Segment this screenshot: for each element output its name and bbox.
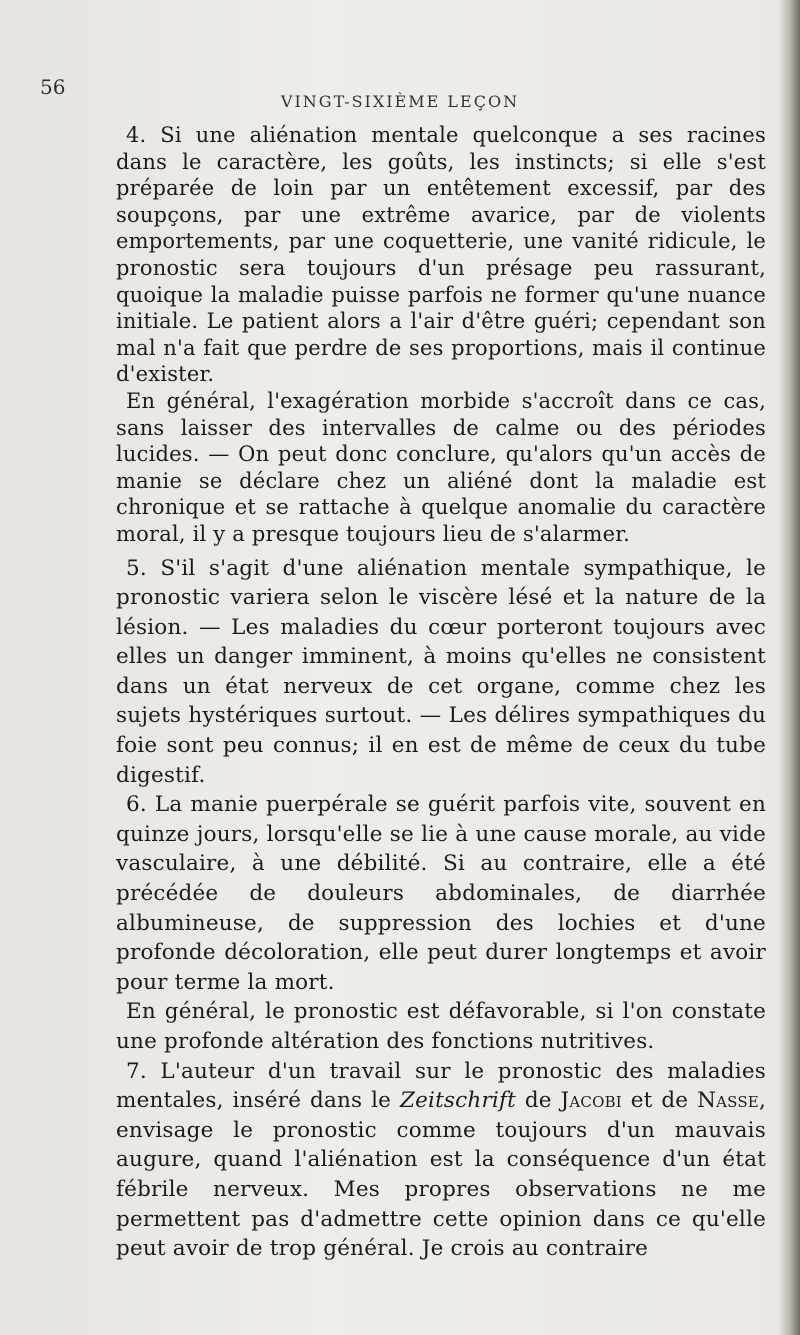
author-name-nasse: Nasse bbox=[697, 1088, 759, 1114]
paragraph-7 bbox=[116, 1057, 766, 1264]
paragraph-4: 4. Si une aliénation mentale quelconque a ses racines dans le caractère, les goûts, les instincts; si elle s'est préparée de loin par un entêtement excessif, par des soupçons, par une extrême avarice, par de violents emportements, par une coquetterie, une vanité ridicule, le pronostic sera toujours d'un présage peu rassurant, quoique la maladie puisse parfois ne former qu'une nuance initiale. Le patient alors a l'air d'être guéri; cependant son mal n'a fait que perdre de ses proportions, mais il continue d'exister. bbox=[116, 123, 766, 387]
running-head: VINGT-SIXIÈME LEÇON bbox=[280, 92, 520, 111]
page-edge-shadow bbox=[778, 0, 800, 1335]
lower-section bbox=[116, 554, 766, 1264]
paragraph-7-et-de: et de bbox=[621, 1088, 698, 1114]
paragraph-7-rest: , envisage le pronostic comme toujours d'un mauvais augure, quand l'aliénation est la conséquence d'un état fébrile nerveux. Mes propres observations ne me permettent pas d'admettre cette opinion dans ce qu'elle peut avoir de trop général. Je crois au contraire bbox=[116, 1088, 766, 1262]
body-text bbox=[116, 122, 766, 1264]
author-name-jacobi: Jacobi bbox=[560, 1088, 622, 1114]
paragraph-7-de: de bbox=[516, 1088, 561, 1114]
paragraph-6: 6. La manie puerpérale se guérit parfois vite, souvent en quinze jours, lorsqu'elle se lie à une cause morale, au vide vasculaire, à une débilité. Si au contraire, elle a été précédée de douleurs abdominales, de diarrhée albumineuse, de suppression des lochies et d'une profonde décoloration, elle peut durer longtemps et avoir pour terme la mort. bbox=[116, 792, 766, 995]
paragraph-6-continued: En général, le pronostic est défavorable, si l'on constate une profonde altération des fonctions nutritives. bbox=[116, 999, 766, 1054]
paragraph-5: 5. S'il s'agit d'une aliénation mentale sympathique, le pronostic variera selon le viscère lésé et la nature de la lésion. — Les maladies du cœur porteront toujours avec elles un danger imminent, à moins qu'elles ne consistent dans un état nerveux de cet organe, comme chez les sujets hystériques surtout. — Les délires sympathiques du foie sont peu connus; il en est de même de ceux du tube digestif. bbox=[116, 555, 766, 788]
paragraph-4-continued: En général, l'exagération morbide s'accroît dans ce cas, sans laisser des intervalles de calme ou des périodes lucides. — On peut donc conclure, qu'alors qu'un accès de manie se déclare chez un aliéné dont la maladie est chronique et se rattache à quelque anomalie du caractère moral, il y a presque toujours lieu de s'alarmer. bbox=[116, 388, 766, 546]
journal-title: Zeitschrift bbox=[399, 1088, 516, 1114]
page-number: 56 bbox=[40, 75, 66, 99]
paragraph-7-intro: 7. L'auteur d'un travail sur le pronostic des maladies mentales, inséré dans le bbox=[116, 1058, 766, 1114]
